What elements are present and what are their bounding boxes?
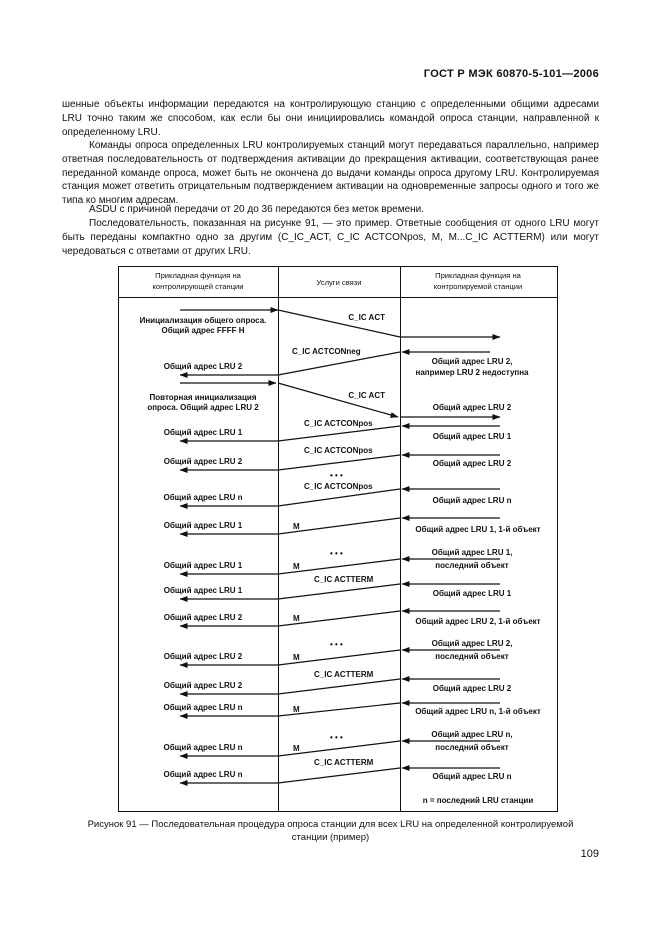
left-label: опроса. Общий адрес LRU 2 <box>147 403 259 412</box>
message-label: C_IC ACTCONpos <box>304 446 373 455</box>
paragraph-2: Команды опроса определенных LRU контролируемых станций могут передаваться параллельно, например ответная последовательность от подтверждения активации до прекращения активации, соответствующая ранее переданной команде опроса, может быть не окончена до выдачи команды опроса другому LRU. Контролируемая станция может ответить отрицательным подтверждением активации на одновременные запросы одного и того же типа ко многим адресам. <box>62 140 599 207</box>
right-label: Общий адрес LRU 2 <box>432 403 512 412</box>
message-label: C_IC ACTCONneg <box>292 347 361 356</box>
left-column-header-line1: Прикладная функция на <box>155 271 241 280</box>
left-column-header-line2: контролирующей станции <box>152 282 244 291</box>
message-label: C_IC ACTTERM <box>314 758 374 767</box>
arrow-conposn-mid <box>278 489 400 506</box>
ellipsis: • • • <box>330 640 343 649</box>
left-label: Общий адрес FFFF H <box>161 326 245 335</box>
arrow-conpos1-mid <box>278 426 400 441</box>
right-label: Общий адрес LRU 2, 1-й объект <box>415 617 541 626</box>
left-label: Общий адрес LRU 1 <box>163 561 243 570</box>
left-label: Общий адрес LRU 2 <box>163 652 243 661</box>
right-label: Общий адрес LRU 1 <box>432 432 512 441</box>
right-column-header-line1: Прикладная функция на <box>435 271 521 280</box>
message-label: C_IC ACTCONpos <box>304 419 373 428</box>
right-label: последний объект <box>435 743 509 752</box>
right-label: Общий адрес LRU n <box>432 496 512 505</box>
left-label: Общий адрес LRU 2 <box>163 681 243 690</box>
message-label: C_IC ACT <box>348 391 385 400</box>
arrow-conpos2-mid <box>278 455 400 470</box>
paragraph-1: шенные объекты информации передаются на контролирующую станцию с определенными общими адресами LRU точно таким же способом, как если бы они инициировались командой опроса станции, направленной к определенному LRU. <box>62 99 599 138</box>
left-label: Общий адрес LRU 2 <box>163 457 243 466</box>
message-label: M <box>293 522 300 531</box>
message-label: M <box>293 562 300 571</box>
right-label: Общий адрес LRU 1 <box>432 589 512 598</box>
right-label: Общий адрес LRU 2 <box>432 459 512 468</box>
right-label: Общий адрес LRU 2, <box>431 639 513 648</box>
message-label: C_IC ACTTERM <box>314 575 374 584</box>
message-label: C_IC ACTCONpos <box>304 482 373 491</box>
left-label: Общий адрес LRU n <box>163 770 243 779</box>
left-label: Общий адрес LRU 2 <box>163 613 243 622</box>
ellipsis: • • • <box>330 733 343 742</box>
arrow-termn-mid <box>278 768 400 783</box>
right-label: Общий адрес LRU n, <box>431 730 513 739</box>
right-label: Общий адрес LRU 1, <box>431 548 513 557</box>
message-label: M <box>293 705 300 714</box>
paragraph-4: Последовательность, показанная на рисунке 91, — это пример. Ответные сообщения от одного LRU могут быть переданы компактно одно за другим (C_IC_ACT, C_IC ACTCONpos, M, M...C_IC ACTTERM) или могут чередоваться с ответами от других LRU. <box>62 218 599 257</box>
right-label: Общий адрес LRU n, 1-й объект <box>415 707 541 716</box>
figure-caption <box>62 818 599 844</box>
message-label: C_IC ACTTERM <box>314 670 374 679</box>
page-number: 109 <box>580 848 599 860</box>
right-label-footnote: n = последний LRU станции <box>422 796 534 805</box>
right-label: последний объект <box>435 561 509 570</box>
ellipsis: • • • <box>330 549 343 558</box>
message-label: M <box>293 653 300 662</box>
left-label: Общий адрес LRU n <box>163 493 243 502</box>
right-label: последний объект <box>435 652 509 661</box>
ellipsis: • • • <box>330 471 343 480</box>
left-label: Общий адрес LRU n <box>163 743 243 752</box>
left-label: Общий адрес LRU 1 <box>163 586 243 595</box>
right-label: Общий адрес LRU 2, <box>431 357 513 366</box>
right-label: Общий адрес LRU n <box>432 772 512 781</box>
right-label: Общий адрес LRU 2 <box>432 684 512 693</box>
left-label: Общий адрес LRU 2 <box>163 362 243 371</box>
right-label: например LRU 2 недоступна <box>415 368 529 377</box>
paragraph-3: ASDU с причиной передачи от 20 до 36 передаются без меток времени. <box>89 204 425 215</box>
right-label: Общий адрес LRU 1, 1-й объект <box>415 525 541 534</box>
left-label: Повторная инициализация <box>149 393 257 402</box>
arrow-reinit-mid <box>278 383 398 417</box>
message-label: C_IC ACT <box>348 313 385 322</box>
left-label: Общий адрес LRU 1 <box>163 521 243 530</box>
page-header: ГОСТ Р МЭК 60870-5-101—2006 <box>423 68 599 80</box>
arrow-term2-mid <box>278 679 400 694</box>
message-label: M <box>293 744 300 753</box>
message-label: M <box>293 614 300 623</box>
figure-caption-line2: станции (пример) <box>291 832 370 843</box>
figure-caption-line1: Рисунок 91 — Последовательная процедура опроса станции для всех LRU на определенной контролируемой <box>87 819 574 830</box>
middle-column-header: Услуги связи <box>316 278 362 287</box>
arrow-term1-mid <box>278 584 400 599</box>
left-label: Инициализация общего опроса. <box>139 316 267 325</box>
left-label: Общий адрес LRU 1 <box>163 428 243 437</box>
right-column-header-line2: контролируемой станции <box>433 282 523 291</box>
left-label: Общий адрес LRU n <box>163 703 243 712</box>
